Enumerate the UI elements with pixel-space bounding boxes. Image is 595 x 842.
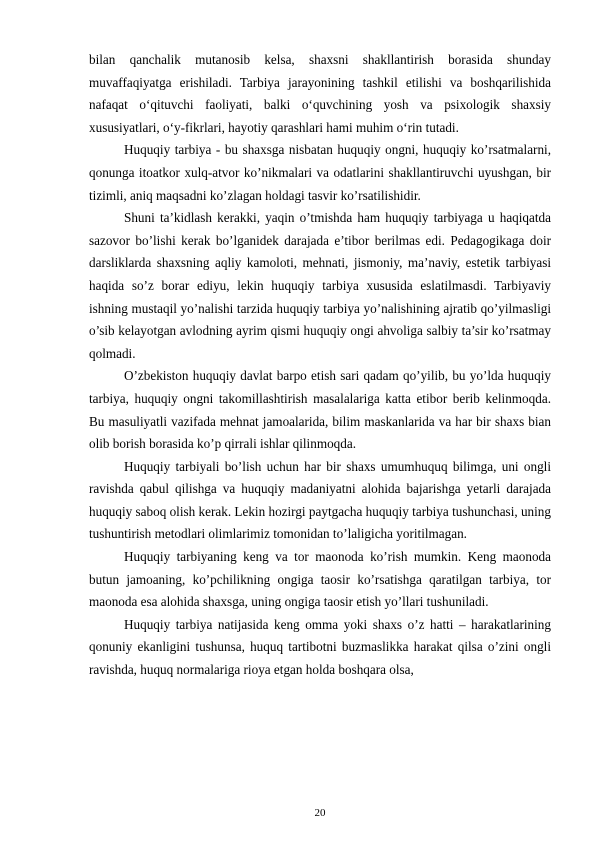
paragraph-3: Shuni ta’kidlash kerakki, yaqin o’tmishda ham huquqiy tarbiyaga u haqiqatda sazovor bo’lishi kerak bo’lganidek darajada e’tibor berilmas edi. Pedagogikaga doir darsliklarda shaxsning aqliy kamoloti, mehnati, jismoniy, ma’naviy, estetik tarbiyasi haqida so’z borar ediyu, lekin huquqiy tarbiya xususida eslatilmasdi. Tarbiyaviy ishning mustaqil yo’nalishi tarzida huquqiy tarbiya yo’nalishining ajratib qo’yilmasligi o’sib kelayotgan avlodning ayrim qismi huquqiy ongi ahvoliga salbiy ta’sir ko’rsatmay qolmadi. <box>89 210 551 361</box>
paragraph-4: O’zbekiston huquqiy davlat barpo etish sari qadam qo’yilib, bu yo’lda huquqiy tarbiya, huquqiy ongni takomillashtirish masalalariga katta etibor berib kelinmoqda. Bu masuliyatli vazifada mehnat jamoalarida, bilim maskanlarida va har bir shaxs bian olib borish borasida ko’p qirrali ishlar qilinmoqda. <box>89 368 551 452</box>
paragraph-5: Huquqiy tarbiyali bo’lish uchun har bir shaxs umumhuquq bilimga, uni ongli ravishda qabul qilishga va huquqiy madaniyatni alohida bajarishga yetarli darajada huquqiy saboq olish kerak. Lekin hozirgi paytgacha huquqiy tarbiya tushunchasi, uning tushuntirish metodlari olimlarimiz tomonidan to’laligicha yoritilmagan. <box>89 458 551 542</box>
paragraph-6: Huquqiy tarbiyaning keng va tor maonoda ko’rish mumkin. Keng maonoda butun jamoaning, ko’pchilikning ongiga taosir ko’rsatishga qaratilgan tarbiya, tor maonoda esa alohida shaxsga, uning ongiga taosir etish yo’llari tushuniladi. <box>89 549 551 610</box>
paragraph-1: bilan qanchalik mutanosib kelsa, shaxsni shakllantirish borasida shunday muvaffaqiyatga erishiladi. Tarbiya jarayonining tashkil etilishi va boshqarilishida nafaqat o‘qituvchi faoliyati, balki o‘quvchining yosh va psixologik shaxsiy xususiyatlari, o‘y-fikrlari, hayotiy qarashlari hami muhim o‘rin tutadi. <box>89 52 551 135</box>
paragraph-7: Huquqiy tarbiya natijasida keng omma yoki shaxs o’z hatti – harakatlarining qonuniy ekanligini tushunsa, huquq tartibotni buzmaslikka harakat qilsa o’zini ongli ravishda, huquq normalariga rioya etgan holda boshqara olsa, <box>89 616 551 678</box>
paragraph-2: Huquqiy tarbiya - bu shaxsga nisbatan huquqiy ongni, huquqiy ko’rsatmalarni, qonunga itoatkor xulq-atvor ko’nikmalari va odatlarini shakllantiruvchi uyushgan, bir tizimli, aniq maqsadni ko’zlagan holdagi tasvir ko’rsatilishidir. <box>89 142 551 203</box>
page-number: 20 <box>314 807 326 819</box>
body-text <box>89 49 551 682</box>
